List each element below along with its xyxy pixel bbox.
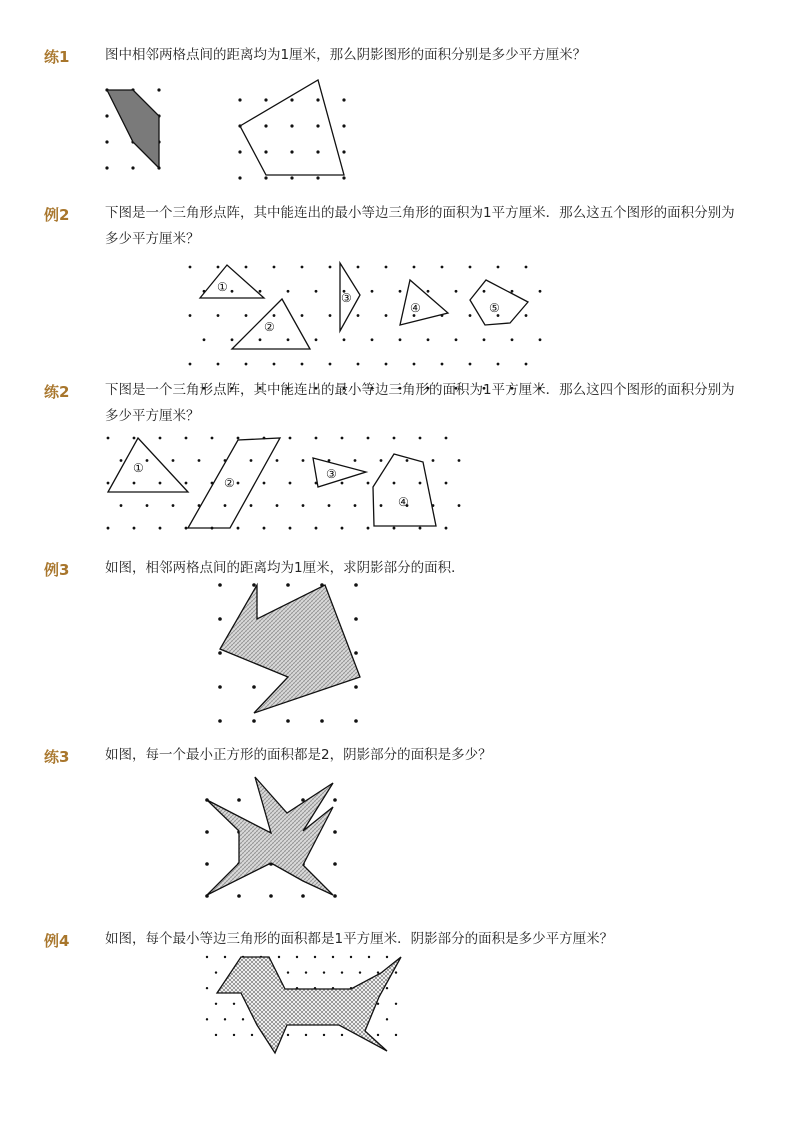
lattice-dot xyxy=(217,363,220,366)
dot-grid-figure-4 xyxy=(210,575,370,725)
lattice-dot xyxy=(469,266,472,269)
lattice-dot xyxy=(189,266,192,269)
lattice-dot xyxy=(406,459,409,462)
grid-dot xyxy=(342,98,345,101)
lattice-dot xyxy=(287,1034,289,1036)
grid-dot xyxy=(354,719,358,723)
lattice-dot xyxy=(159,527,162,530)
lattice-dot xyxy=(525,266,528,269)
grid-dot xyxy=(237,894,241,898)
grid-dot xyxy=(333,830,337,834)
lattice-dot xyxy=(287,290,290,293)
shape-label-2: ② xyxy=(224,476,235,490)
triangle-3 xyxy=(313,458,366,487)
shaded-polygon xyxy=(107,90,159,168)
lattice-dot xyxy=(237,482,240,485)
lattice-dot xyxy=(445,437,448,440)
lattice-dot xyxy=(107,482,110,485)
triangle-1 xyxy=(200,265,264,298)
lattice-dot xyxy=(458,459,461,462)
problem-text: 下图是一个三角形点阵，其中能连出的最小等边三角形的面积为1平方厘米．那么这四个图形的面积分别为多少平方厘米？ xyxy=(105,382,735,424)
grid-dot xyxy=(342,150,345,153)
lattice-dot xyxy=(263,527,266,530)
lattice-dot xyxy=(203,338,206,341)
grid-dot xyxy=(218,651,222,655)
lattice-dot xyxy=(386,1018,388,1020)
lattice-dot xyxy=(259,338,262,341)
dot-grid-figure-5 xyxy=(195,765,370,905)
grid-dot xyxy=(252,719,256,723)
lattice-dot xyxy=(245,363,248,366)
lattice-dot xyxy=(341,1034,343,1036)
lattice-dot xyxy=(315,437,318,440)
lattice-dot xyxy=(315,338,318,341)
grid-dot xyxy=(238,176,241,179)
lattice-dot xyxy=(539,338,542,341)
lattice-dot xyxy=(380,504,383,507)
lattice-dot xyxy=(133,527,136,530)
lattice-dot xyxy=(341,482,344,485)
lattice-dot xyxy=(273,266,276,269)
lattice-dot xyxy=(133,482,136,485)
lattice-dot xyxy=(206,956,208,958)
grid-dot xyxy=(252,583,256,587)
lattice-dot xyxy=(146,459,149,462)
lattice-dot xyxy=(385,314,388,317)
grid-dot xyxy=(286,719,290,723)
grid-dot xyxy=(354,651,358,655)
grid-dot xyxy=(157,88,160,91)
lattice-dot xyxy=(231,290,234,293)
lattice-dot xyxy=(329,266,332,269)
grid-dot xyxy=(238,150,241,153)
lattice-dot xyxy=(371,338,374,341)
lattice-dot xyxy=(419,437,422,440)
problem-text: 如图，相邻两格点间的距离均为1厘米，求阴影部分的面积． xyxy=(105,560,465,576)
lattice-dot xyxy=(189,314,192,317)
triangle-lattice-figure-2 xyxy=(180,255,550,360)
lattice-dot xyxy=(146,504,149,507)
lattice-dot xyxy=(245,266,248,269)
lattice-dot xyxy=(302,504,305,507)
lattice-dot xyxy=(511,290,514,293)
lattice-dot xyxy=(350,956,352,958)
lattice-dot xyxy=(185,437,188,440)
lattice-dot xyxy=(419,527,422,530)
lattice-dot xyxy=(432,459,435,462)
triangle-lattice-figure-6 xyxy=(195,945,415,1060)
lattice-dot xyxy=(413,266,416,269)
grid-dot xyxy=(218,685,222,689)
lattice-dot xyxy=(371,290,374,293)
lattice-dot xyxy=(273,363,276,366)
grid-dot xyxy=(333,894,337,898)
shape-label-5: ⑤ xyxy=(489,301,500,315)
lattice-dot xyxy=(172,459,175,462)
lattice-dot xyxy=(399,338,402,341)
problem-tag: 练1 xyxy=(44,48,70,66)
lattice-dot xyxy=(276,504,279,507)
shape-label-4: ④ xyxy=(410,301,421,315)
lattice-dot xyxy=(367,437,370,440)
lattice-dot xyxy=(314,956,316,958)
grid-dot xyxy=(105,114,108,117)
lattice-dot xyxy=(386,987,388,989)
lattice-dot xyxy=(259,290,262,293)
lattice-dot xyxy=(323,971,325,973)
lattice-dot xyxy=(511,338,514,341)
grid-dot xyxy=(131,166,134,169)
problem-text: 如图，每一个最小正方形的面积都是2，阴影部分的面积是多少？ xyxy=(105,747,492,763)
grid-dot xyxy=(301,894,305,898)
lattice-dot xyxy=(332,956,334,958)
lattice-dot xyxy=(189,363,192,366)
grid-dot xyxy=(205,830,209,834)
lattice-dot xyxy=(206,1018,208,1020)
lattice-dot xyxy=(305,971,307,973)
lattice-dot xyxy=(395,971,397,973)
lattice-dot xyxy=(328,504,331,507)
lattice-dot xyxy=(289,527,292,530)
lattice-dot xyxy=(341,437,344,440)
grid-dot xyxy=(316,176,319,179)
lattice-dot xyxy=(385,266,388,269)
lattice-dot xyxy=(393,482,396,485)
lattice-dot xyxy=(245,314,248,317)
lattice-dot xyxy=(380,459,383,462)
lattice-dot xyxy=(441,363,444,366)
grid-dot xyxy=(237,798,241,802)
lattice-dot xyxy=(315,527,318,530)
lattice-dot xyxy=(302,459,305,462)
lattice-dot xyxy=(395,1003,397,1005)
grid-dot xyxy=(264,176,267,179)
grid-dot xyxy=(218,719,222,723)
lattice-dot xyxy=(458,504,461,507)
lattice-dot xyxy=(217,266,220,269)
lattice-dot xyxy=(159,437,162,440)
lattice-dot xyxy=(413,363,416,366)
grid-dot xyxy=(290,124,293,127)
lattice-dot xyxy=(263,482,266,485)
grid-dot xyxy=(290,98,293,101)
lattice-dot xyxy=(250,459,253,462)
lattice-dot xyxy=(445,527,448,530)
lattice-dot xyxy=(441,266,444,269)
lattice-dot xyxy=(296,956,298,958)
lattice-dot xyxy=(301,266,304,269)
lattice-dot xyxy=(301,314,304,317)
lattice-dot xyxy=(233,1034,235,1036)
shape-label-1: ① xyxy=(133,461,144,475)
problem-tag: 例3 xyxy=(44,561,70,579)
triangle-4 xyxy=(400,280,448,325)
lattice-dot xyxy=(329,314,332,317)
grid-dot xyxy=(316,150,319,153)
problem-tag: 例2 xyxy=(44,206,70,224)
shaded-polygon xyxy=(220,585,360,713)
shape-label-1: ① xyxy=(217,280,228,294)
triangle-1 xyxy=(108,438,188,492)
pentagon-4 xyxy=(373,454,436,526)
lattice-dot xyxy=(395,1034,397,1036)
shape-label-2: ② xyxy=(264,320,275,334)
lattice-dot xyxy=(107,437,110,440)
lattice-dot xyxy=(455,290,458,293)
lattice-dot xyxy=(419,482,422,485)
lattice-dot xyxy=(359,971,361,973)
lattice-dot xyxy=(301,363,304,366)
lattice-dot xyxy=(497,363,500,366)
grid-dot xyxy=(238,98,241,101)
grid-dot xyxy=(354,617,358,621)
lattice-dot xyxy=(393,527,396,530)
lattice-dot xyxy=(120,504,123,507)
lattice-dot xyxy=(367,482,370,485)
lattice-dot xyxy=(399,290,402,293)
problem-tag: 练3 xyxy=(44,748,70,766)
lattice-dot xyxy=(315,290,318,293)
dot-grid-figure-1 xyxy=(95,80,365,180)
lattice-dot xyxy=(357,314,360,317)
grid-dot xyxy=(342,124,345,127)
lattice-dot xyxy=(172,504,175,507)
lattice-dot xyxy=(133,437,136,440)
grid-dot xyxy=(105,140,108,143)
lattice-dot xyxy=(215,1003,217,1005)
grid-dot xyxy=(205,862,209,866)
lattice-dot xyxy=(469,363,472,366)
lattice-dot xyxy=(343,338,346,341)
lattice-dot xyxy=(455,338,458,341)
triangle-lattice-figure-3 xyxy=(98,432,478,532)
lattice-dot xyxy=(427,290,430,293)
grid-dot xyxy=(264,124,267,127)
lattice-dot xyxy=(525,314,528,317)
lattice-dot xyxy=(305,1034,307,1036)
grid-dot xyxy=(333,798,337,802)
lattice-dot xyxy=(107,527,110,530)
lattice-dot xyxy=(323,1034,325,1036)
lattice-dot xyxy=(539,290,542,293)
grid-dot xyxy=(333,862,337,866)
grid-dot xyxy=(354,685,358,689)
lattice-dot xyxy=(357,363,360,366)
problem-text: 下图是一个三角形点阵，其中能连出的最小等边三角形的面积为1平方厘米．那么这五个图形的面积分别为多少平方厘米？ xyxy=(105,205,735,247)
grid-dot xyxy=(320,719,324,723)
grid-dot xyxy=(264,150,267,153)
lattice-dot xyxy=(287,971,289,973)
lattice-dot xyxy=(377,1034,379,1036)
lattice-dot xyxy=(469,314,472,317)
lattice-dot xyxy=(386,956,388,958)
lattice-dot xyxy=(198,459,201,462)
problem-text: 图中相邻两格点间的距离均为1厘米，那么阴影图形的面积分别是多少平方厘米？ xyxy=(105,47,587,63)
problem-text: 如图，每个最小等边三角形的面积都是1平方厘米．阴影部分的面积是多少平方厘米？ xyxy=(105,931,614,947)
lattice-dot xyxy=(185,527,188,530)
lattice-dot xyxy=(354,504,357,507)
grid-dot xyxy=(105,166,108,169)
lattice-dot xyxy=(224,1018,226,1020)
lattice-dot xyxy=(217,314,220,317)
problem-tag: 例4 xyxy=(44,932,70,950)
grid-dot xyxy=(316,124,319,127)
shape-label-4: ④ xyxy=(398,495,409,509)
grid-dot xyxy=(218,583,222,587)
lattice-dot xyxy=(385,363,388,366)
lattice-dot xyxy=(287,338,290,341)
lattice-dot xyxy=(289,482,292,485)
lattice-dot xyxy=(525,363,528,366)
lattice-dot xyxy=(393,437,396,440)
grid-dot xyxy=(264,98,267,101)
lattice-dot xyxy=(329,363,332,366)
lattice-dot xyxy=(215,971,217,973)
shaded-polygon xyxy=(217,957,401,1053)
lattice-dot xyxy=(215,1034,217,1036)
grid-dot xyxy=(269,894,273,898)
lattice-dot xyxy=(341,527,344,530)
lattice-dot xyxy=(276,459,279,462)
shaded-polygon xyxy=(207,777,333,895)
lattice-dot xyxy=(278,956,280,958)
problem-tag: 练2 xyxy=(44,383,70,401)
lattice-dot xyxy=(354,459,357,462)
lattice-dot xyxy=(273,314,276,317)
grid-dot xyxy=(342,176,345,179)
lattice-dot xyxy=(427,338,430,341)
lattice-dot xyxy=(251,1034,253,1036)
lattice-dot xyxy=(237,437,240,440)
lattice-dot xyxy=(368,956,370,958)
lattice-dot xyxy=(237,527,240,530)
lattice-dot xyxy=(242,1018,244,1020)
lattice-dot xyxy=(231,338,234,341)
lattice-dot xyxy=(206,987,208,989)
grid-dot xyxy=(354,583,358,587)
lattice-dot xyxy=(211,437,214,440)
shape-label-3: ③ xyxy=(326,467,337,481)
lattice-dot xyxy=(224,956,226,958)
lattice-dot xyxy=(224,504,227,507)
lattice-dot xyxy=(497,266,500,269)
lattice-dot xyxy=(341,971,343,973)
lattice-dot xyxy=(289,437,292,440)
lattice-dot xyxy=(159,482,162,485)
grid-dot xyxy=(290,176,293,179)
lattice-dot xyxy=(483,338,486,341)
lattice-dot xyxy=(233,1003,235,1005)
shape-label-3: ③ xyxy=(341,291,352,305)
grid-dot xyxy=(316,98,319,101)
grid-dot xyxy=(252,685,256,689)
lattice-dot xyxy=(367,527,370,530)
grid-dot xyxy=(218,617,222,621)
lattice-dot xyxy=(120,459,123,462)
lattice-dot xyxy=(250,504,253,507)
lattice-dot xyxy=(357,266,360,269)
grid-dot xyxy=(290,150,293,153)
grid-dot xyxy=(286,583,290,587)
lattice-dot xyxy=(483,290,486,293)
lattice-dot xyxy=(185,482,188,485)
lattice-dot xyxy=(445,482,448,485)
